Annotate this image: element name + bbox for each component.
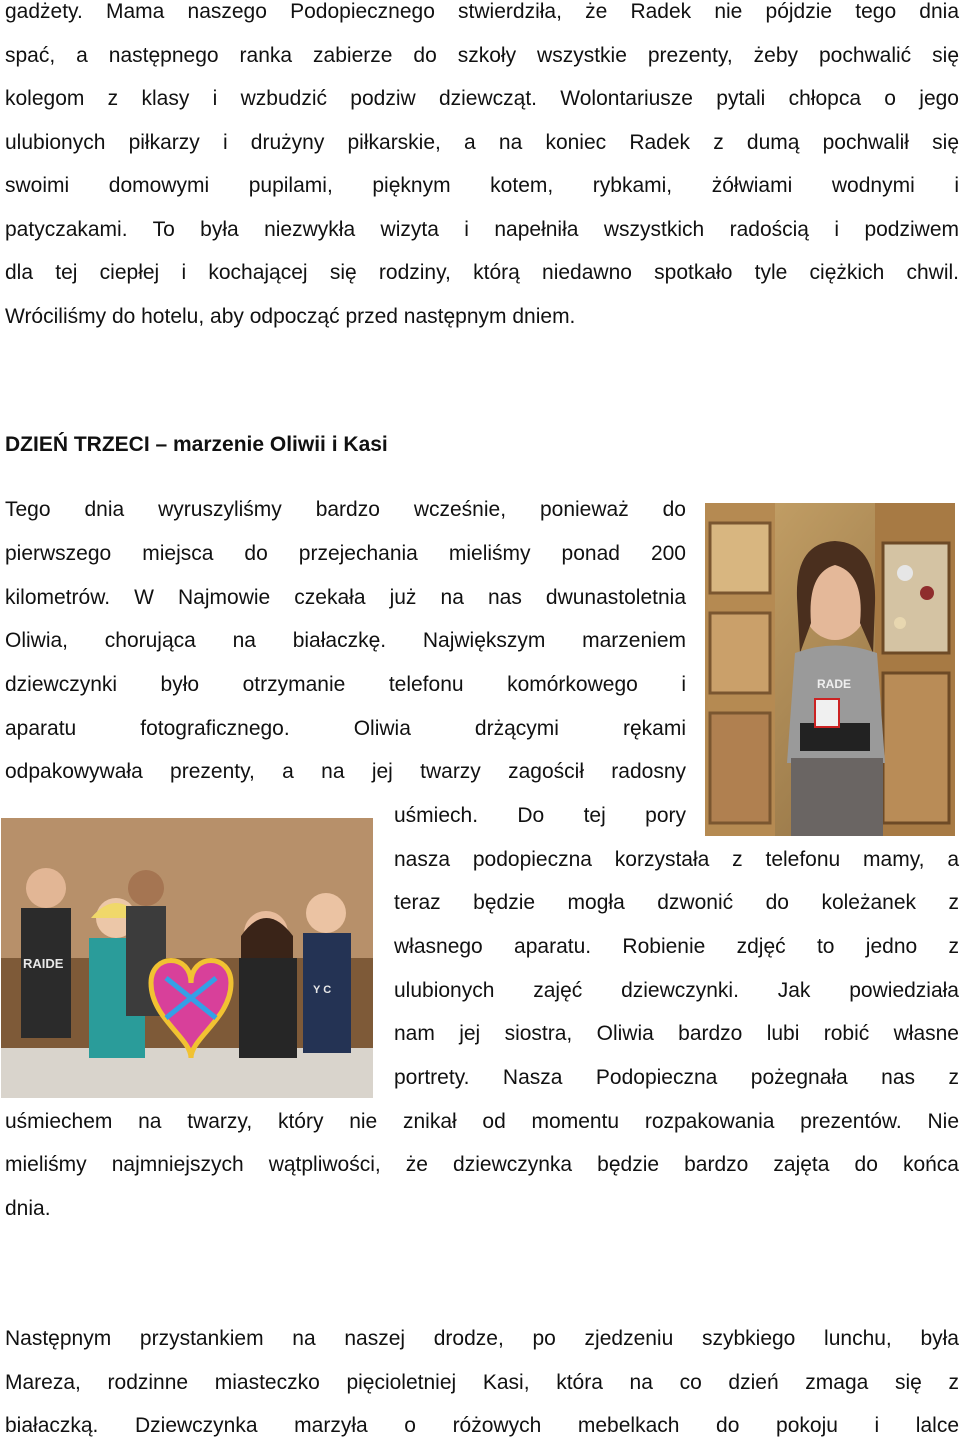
paragraph2-line: nasza podopieczna korzystała z telefonu mamy, a: [394, 848, 959, 871]
paragraph1-line: ulubionych piłkarzy i drużyny piłkarskie, a na koniec Radek z dumą pochwalił się: [5, 131, 959, 154]
paragraph2-line: mieliśmy najmniejszych wątpliwości, że dziewczynka będzie bardzo zajęta do końca: [5, 1153, 959, 1176]
paragraph2-line: dnia.: [5, 1197, 51, 1220]
photo-group-with-heart: [1, 818, 373, 1098]
paragraph2-line: pierwszego miejsca do przejechania mieliśmy ponad 200: [5, 542, 686, 565]
paragraph2-line: teraz będzie mogła dzwonić do koleżanek z: [394, 891, 959, 914]
paragraph1-line: gadżety. Mama naszego Podopiecznego stwierdziła, że Radek nie pójdzie tego dnia: [5, 0, 959, 23]
paragraph2-line: uśmiechem na twarzy, który nie znikał od momentu rozpakowania prezentów. Nie: [5, 1110, 959, 1133]
paragraph1-line: patyczakami. To była niezwykła wizyta i napełniła wszystkich radością i podziwem: [5, 218, 959, 241]
paragraph2-line: ulubionych zajęć dziewczynki. Jak powiedziała: [394, 979, 959, 1002]
paragraph2-line: własnego aparatu. Robienie zdjęć to jedno z: [394, 935, 959, 958]
paragraph2-line: Oliwia, chorująca na białaczkę. Największym marzeniem: [5, 629, 686, 652]
paragraph1-line: Wróciliśmy do hotelu, aby odpocząć przed następnym dniem.: [5, 305, 576, 328]
paragraph2-line: odpakowywała prezenty, a na jej twarzy zagościł radosny: [5, 760, 686, 783]
paragraph3-line: Następnym przystankiem na naszej drodze, po zjedzeniu szybkiego lunchu, była: [5, 1327, 959, 1350]
shirt-print-1: RAIDE: [23, 956, 64, 971]
paragraph3-line: Mareza, rodzinne miasteczko pięcioletniej Kasi, która na co dzień zmaga się z: [5, 1371, 959, 1394]
shirt-print-2: Y C: [313, 984, 332, 996]
paragraph2-line: Tego dnia wyruszyliśmy bardzo wcześnie, ponieważ do: [5, 498, 686, 521]
paragraph2-line: aparatu fotograficznego. Oliwia drżącymi rękami: [5, 717, 686, 740]
photo-girl-with-gifts: [705, 503, 955, 836]
section-heading: DZIEŃ TRZECI – marzenie Oliwii i Kasi: [5, 433, 388, 456]
paragraph2-line: portrety. Nasza Podopieczna pożegnała nas z: [394, 1066, 959, 1089]
paragraph1-line: swoimi domowymi pupilami, pięknym kotem, rybkami, żółwiami wodnymi i: [5, 174, 959, 197]
paragraph1-line: spać, a następnego ranka zabierze do szkoły wszystkie prezenty, żeby pochwalić się: [5, 44, 959, 67]
paragraph2-line: nam jej siostra, Oliwia bardzo lubi robić własne: [394, 1022, 959, 1045]
paragraph1-line: dla tej ciepłej i kochającej się rodziny, którą niedawno spotkało tyle ciężkich chwil.: [5, 261, 959, 284]
paragraph2-line: dziewczynki było otrzymanie telefonu komórkowego i: [5, 673, 686, 696]
paragraph1-line: kolegom z klasy i wzbudzić podziw dziewcząt. Wolontariusze pytali chłopca o jego: [5, 87, 959, 110]
shirt-print-girl: RADE: [817, 677, 852, 691]
paragraph2-line: kilometrów. W Najmowie czekała już na nas dwunastoletnia: [5, 586, 686, 609]
paragraph2-line: uśmiech. Do tej pory: [394, 804, 686, 827]
paragraph3-line: białaczką. Dziewczynka marzyła o różowych mebelkach do pokoju i lalce: [5, 1414, 959, 1437]
